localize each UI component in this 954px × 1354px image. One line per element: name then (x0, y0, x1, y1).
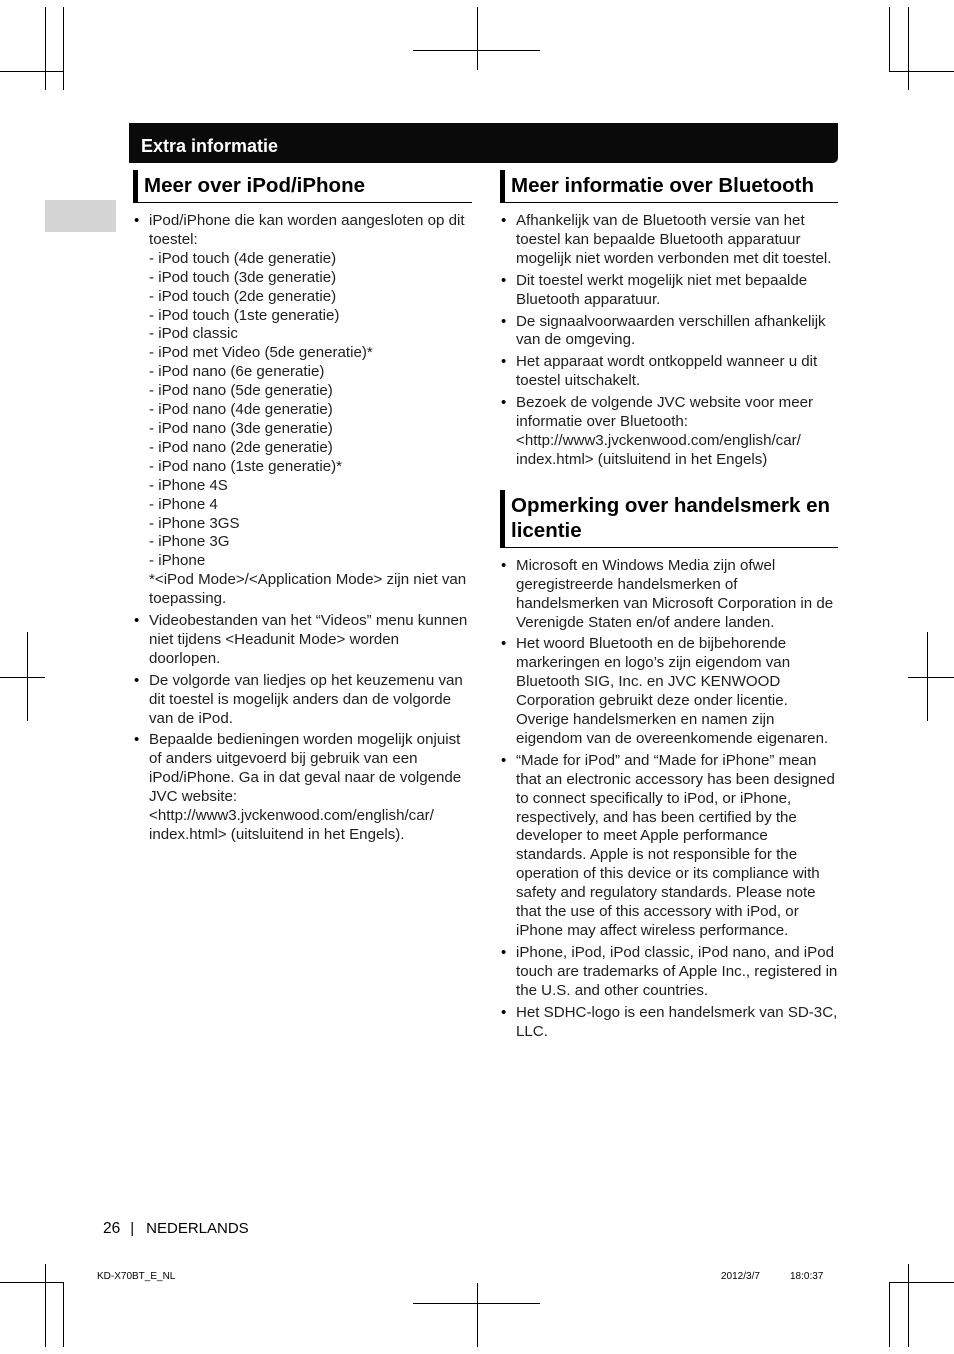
list-item-text: Videobestanden van het “Videos” menu kunnen niet tijdens <Headunit Mode> worden doorlopen. (149, 612, 468, 667)
list-item-text: iPhone, iPod, iPod classic, iPod nano, and iPod touch are trademarks of Apple Inc., registered in the U.S. and other countries. (516, 943, 838, 999)
right-column (500, 170, 838, 1044)
list-item-text: Het SDHC-logo is een handelsmerk van SD-3C, LLC. (516, 1003, 838, 1040)
list-item (500, 557, 838, 633)
trademark-notes-list (500, 557, 838, 1042)
print-time: 18:0:37 (790, 1271, 824, 1282)
list-item-text: • iPod/iPhone die kan worden aangesloten op dit toestel: (149, 212, 465, 248)
compatible-device: - iPod nano (5de generatie) (149, 382, 333, 400)
list-item-text: Het woord Bluetooth en de bijbehorende markeringen en logo’s zijn eigendom van Bluetooth SIG, Inc. en JVC KENWOOD Corporation gebruikt deze onder licentie. Overige handelsmerken en namen zijn eigendom van de overeenkomende eigenaren. (516, 635, 829, 747)
compatible-device: - iPhone 3GS (149, 514, 240, 532)
compatible-device: - iPod classic (149, 325, 238, 343)
compatible-device: - iPod touch (3de generatie) (149, 268, 337, 286)
language-label: NEDERLANDS (146, 1220, 249, 1237)
list-item-text: De signaalvoorwaarden verschillen afhankelijk van de omgeving. (516, 312, 826, 349)
list-item (133, 672, 472, 729)
list-item-text: De volgorde van liedjes op het keuzemenu van dit toestel is mogelijk anders dan de volgorde van de iPod. (149, 671, 463, 727)
compatible-device: - iPhone 4S (149, 476, 228, 494)
heading-trademarks: Opmerking over handelsmerk en licentie (500, 490, 838, 548)
ipod-notes-list (133, 212, 472, 845)
list-item-text: Afhankelijk van de Bluetooth versie van het toestel kan bepaalde Bluetooth apparatuur mogelijk niet worden verbonden met dit toestel. (516, 212, 832, 267)
compatible-device: - iPhone 3G (149, 533, 230, 551)
list-item (500, 944, 838, 1001)
list-item (500, 353, 838, 391)
compatible-device: - iPod touch (1ste generatie) (149, 306, 340, 324)
left-column (133, 170, 472, 848)
section-header-bar (129, 123, 838, 163)
list-item-text: • Bepaalde bedieningen worden mogelijk onjuist of anders uitgevoerd bij gebruik van een iPod/iPhone. Ga in dat geval naar de volgende JVC website: (149, 731, 462, 806)
print-date: 2012/3/7 (721, 1271, 760, 1282)
compatible-device: - iPod met Video (5de generatie)* (149, 344, 373, 362)
list-item (500, 394, 838, 470)
heading-ipod-iphone: Meer over iPod/iPhone (133, 170, 472, 203)
list-item (500, 1004, 838, 1042)
list-item (133, 212, 472, 609)
page-number: 26 (103, 1220, 121, 1237)
compatible-device: - iPod touch (2de generatie) (149, 287, 337, 305)
website-url: <http://www3.jvckenwood.com/english/car/ (149, 807, 434, 825)
website-url-cont: index.html> (uitsluitend in het Engels) (516, 450, 768, 468)
list-item-text: Het apparaat wordt ontkoppeld wanneer u dit toestel uitschakelt. (516, 353, 818, 390)
list-item (500, 272, 838, 310)
bluetooth-notes-list (500, 212, 838, 470)
website-url: <http://www3.jvckenwood.com/english/car/ (516, 431, 801, 449)
compatible-device: - iPod nano (1ste generatie)* (149, 457, 342, 475)
compatible-device: - iPod nano (2de generatie) (149, 438, 333, 456)
footnote: *<iPod Mode>/<Application Mode> zijn niet van toepassing. (149, 571, 467, 608)
compatible-device: - iPod nano (6e generatie) (149, 363, 325, 381)
list-item-text: Dit toestel werkt mogelijk niet met bepaalde Bluetooth apparatuur. (516, 271, 808, 308)
list-item (133, 731, 472, 844)
section-header-title: Extra informatie (141, 136, 279, 156)
list-item (500, 313, 838, 351)
list-item-text: • Bezoek de volgende JVC website voor meer informatie over Bluetooth: (516, 394, 814, 431)
compatible-device: - iPod touch (4de generatie) (149, 249, 337, 267)
compatible-device: - iPod nano (4de generatie) (149, 401, 333, 419)
compatible-device: - iPod nano (3de generatie) (149, 419, 333, 437)
page-footer (103, 1220, 249, 1238)
compatible-device: - iPhone (149, 552, 206, 570)
compatible-device: - iPhone 4 (149, 495, 218, 513)
footer-separator: | (130, 1220, 135, 1237)
list-item (500, 212, 838, 269)
list-item-text: “Made for iPod” and “Made for iPhone” mean that an electronic accessory has been designed to connect specifically to iPod, or iPhone, respectively, and has been certified by the developer to meet Apple performance standards. Apple is not responsible for the operation of this device or its compliance with safety and regulatory standards. Please note that the use of this accessory with iPod, or iPhone may affect wireless performance. (516, 751, 835, 939)
heading-bluetooth: Meer informatie over Bluetooth (500, 170, 838, 203)
website-url-cont: index.html> (uitsluitend in het Engels). (149, 826, 405, 843)
list-item (500, 752, 838, 941)
list-item-text: Microsoft en Windows Media zijn ofwel geregistreerde handelsmerken of handelsmerken van Microsoft Corporation in de Verenigde Staten en/of andere landen. (516, 556, 834, 631)
list-item (133, 612, 472, 669)
document-code: KD-X70BT_E_NL (97, 1271, 176, 1282)
list-item (500, 635, 838, 748)
language-tab-marker (45, 200, 116, 232)
